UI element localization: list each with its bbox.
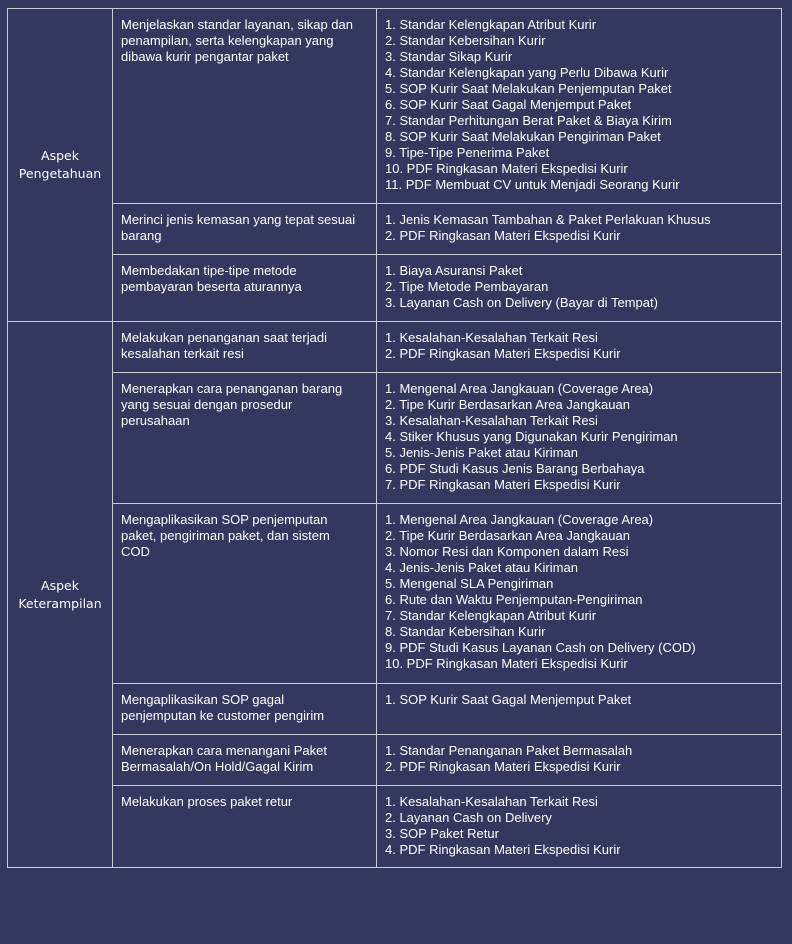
material-item: 4. Jenis-Jenis Paket atau Kiriman [385,560,578,575]
table-row [8,504,782,684]
competency-description: Menerapkan cara penanganan barang yang sesuai dengan prosedur perusahaan [113,373,377,504]
material-item: 2. Tipe Kurir Berdasarkan Area Jangkauan [385,397,630,412]
material-item: 6. SOP Kurir Saat Gagal Menjemput Paket [385,97,632,112]
competency-description: Menjelaskan standar layanan, sikap dan penampilan, serta kelengkapan yang dibawa kurir pengantar paket [113,9,377,204]
material-item: 1. Standar Penanganan Paket Bermasalah [385,743,633,758]
material-item: 5. Jenis-Jenis Paket atau Kiriman [385,445,578,460]
material-item: 7. PDF Ringkasan Materi Ekspedisi Kurir [385,477,621,492]
material-item: 1. Standar Kelengkapan Atribut Kurir [385,17,597,32]
material-item: 1. SOP Kurir Saat Gagal Menjemput Paket [385,692,632,707]
material-item: 3. Kesalahan-Kesalahan Terkait Resi [385,413,598,428]
material-list [377,373,782,504]
material-item: 7. Standar Kelengkapan Atribut Kurir [385,608,597,623]
material-list [377,204,782,255]
table-row [8,373,782,504]
material-item: 8. Standar Kebersihan Kurir [385,624,546,639]
material-item: 9. PDF Studi Kasus Layanan Cash on Delivery (COD) [385,640,696,655]
material-list [377,9,782,204]
aspect-label: Aspek [41,148,79,163]
table-row [8,786,782,868]
material-item: 8. SOP Kurir Saat Melakukan Pengiriman Paket [385,129,661,144]
material-item: 3. Layanan Cash on Delivery (Bayar di Tempat) [385,295,658,310]
material-list [377,684,782,735]
material-item: 7. Standar Perhitungan Berat Paket & Biaya Kirim [385,113,672,128]
table-row [8,255,782,322]
material-list [377,504,782,684]
material-item: 10. PDF Ringkasan Materi Ekspedisi Kurir [385,656,628,671]
material-item: 4. Stiker Khusus yang Digunakan Kurir Pengiriman [385,429,678,444]
competency-description: Melakukan penanganan saat terjadi kesalahan terkait resi [113,322,377,373]
material-item: 1. Mengenal Area Jangkauan (Coverage Area) [385,381,654,396]
material-item: 2. PDF Ringkasan Materi Ekspedisi Kurir [385,228,621,243]
material-item: 1. Kesalahan-Kesalahan Terkait Resi [385,330,598,345]
material-list [377,735,782,786]
competency-description: Mengaplikasikan SOP penjemputan paket, pengiriman paket, dan sistem COD [113,504,377,684]
competency-description: Merinci jenis kemasan yang tepat sesuai barang [113,204,377,255]
aspect-label: Keterampilan [18,595,102,611]
table-row [8,9,782,204]
aspect-cell [8,322,113,868]
material-item: 3. SOP Paket Retur [385,826,499,841]
material-item: 2. Tipe Metode Pembayaran [385,279,549,294]
material-list [377,255,782,322]
table-row [8,322,782,373]
material-item: 4. Standar Kelengkapan yang Perlu Dibawa Kurir [385,65,669,80]
material-list [377,322,782,373]
material-list [377,786,782,868]
material-item: 3. Nomor Resi dan Komponen dalam Resi [385,544,629,559]
material-item: 6. Rute dan Waktu Penjemputan-Pengiriman [385,592,643,607]
competency-description: Mengaplikasikan SOP gagal penjemputan ke customer pengirim [113,684,377,735]
material-item: 11. PDF Membuat CV untuk Menjadi Seorang Kurir [385,177,680,192]
curriculum-table [7,8,782,868]
material-item: 2. PDF Ringkasan Materi Ekspedisi Kurir [385,346,621,361]
material-item: 2. Tipe Kurir Berdasarkan Area Jangkauan [385,528,630,543]
material-item: 5. SOP Kurir Saat Melakukan Penjemputan Paket [385,81,672,96]
material-item: 3. Standar Sikap Kurir [385,49,513,64]
material-item: 6. PDF Studi Kasus Jenis Barang Berbahaya [385,461,645,476]
material-item: 9. Tipe-Tipe Penerima Paket [385,145,550,160]
aspect-label: Pengetahuan [18,166,102,181]
material-item: 10. PDF Ringkasan Materi Ekspedisi Kurir [385,161,628,176]
material-item: 1. Kesalahan-Kesalahan Terkait Resi [385,794,598,809]
material-item: 2. Layanan Cash on Delivery [385,810,552,825]
material-item: 1. Mengenal Area Jangkauan (Coverage Area) [385,512,654,527]
material-item: 2. Standar Kebersihan Kurir [385,33,546,48]
aspect-cell [8,9,113,322]
material-item: 5. Mengenal SLA Pengiriman [385,576,554,591]
material-item: 1. Biaya Asuransi Paket [385,263,523,278]
table-row [8,735,782,786]
table-row [8,204,782,255]
competency-description: Menerapkan cara menangani Paket Bermasalah/On Hold/Gagal Kirim [113,735,377,786]
material-item: 2. PDF Ringkasan Materi Ekspedisi Kurir [385,759,621,774]
competency-description: Membedakan tipe-tipe metode pembayaran beserta aturannya [113,255,377,322]
competency-description: Melakukan proses paket retur [113,786,377,868]
material-item: 1. Jenis Kemasan Tambahan & Paket Perlakuan Khusus [385,212,711,227]
aspect-label: Aspek [41,577,79,593]
table-row [8,684,782,735]
material-item: 4. PDF Ringkasan Materi Ekspedisi Kurir [385,842,621,857]
